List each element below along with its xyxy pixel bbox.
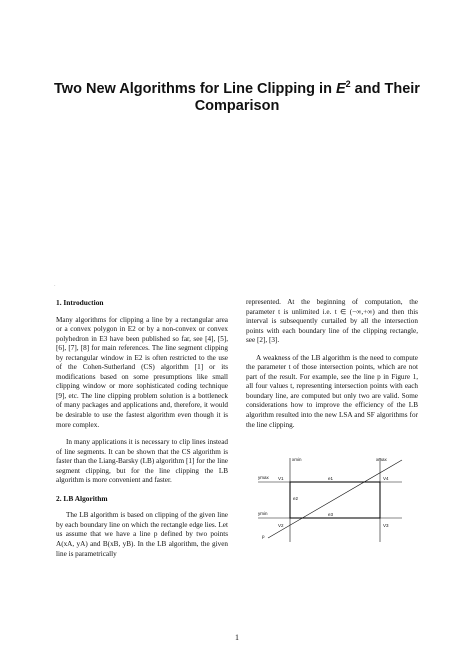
figure-1-clipping-diagram (252, 452, 408, 544)
x-max-label: xmax (376, 457, 387, 462)
lb-paragraph-1: The LB algorithm is based on clipping of the given line by each boundary line on which the rectangle edge lies. Let us assume that we have a line p defined by two points A(xA, yA) and B(xB, yB). In the LB algorithm, the given line is parametrically (56, 511, 228, 558)
right-paragraph-1: represented. At the beginning of computation, the parameter t is unlimited i.e. t ∈ (−∞,+∞) and then this interval is subsequently curtailed by all the intersection points with each boundary line of the clipping rectangle, see [2], [3]. (246, 298, 418, 345)
right-column (246, 298, 418, 438)
v2-label: V2 (278, 523, 284, 528)
title-e: E (335, 80, 346, 97)
title-part-1: Two New Algorithms for Line Clipping in (54, 80, 336, 97)
right-paragraph-2: A weakness of the LB algorithm is the need to compute the parameter t of those intersection points, which are not part of the result. For example, see the line p in Figure 1, all four values t, representing intersection points with each boundary line, are computed but only two are valid. Some considerations how to improve the efficiency of the LB algorithm resulted into the new LSA and SF algorithms for the line clipping. (246, 353, 418, 429)
v1-label: V1 (278, 476, 284, 481)
e3-label: e3 (328, 512, 334, 517)
y-max-label: ymax (258, 475, 269, 480)
page-number: 1 (235, 633, 239, 642)
v4-label: V4 (383, 476, 389, 481)
title-part-2: and Their Comparison (194, 80, 420, 114)
lb-heading: 2. LB Algorithm (56, 493, 108, 503)
left-column (56, 298, 228, 567)
y-min-label: ymin (258, 511, 268, 516)
v3-label: V3 (383, 523, 389, 528)
intro-heading: 1. Introduction (56, 298, 104, 307)
paper-title (30, 76, 444, 115)
intro-paragraph-1: Many algorithms for clipping a line by a rectangular area or a convex polygon in E2 or by a non-convex or convex polyhedron in E3 have been published so far, see [4], [5], [6], [7], [8] for main references. The line segment clipping by rectangular window in E2 is often restricted to the use of the Cohen-Sutherland (CS) algorithm [1] or its modifications based on some presumptions like small clipping window or more sophisticated coding technique [9], etc. The line clipping problem solution is a bottleneck of many packages and applications and, therefore, it would be desirable to use the fastest algorithm even though it is more complex. (56, 315, 228, 429)
title-superscript: 2 (345, 79, 351, 89)
p-label: p (262, 534, 265, 539)
clip-window (290, 482, 380, 518)
intro-paragraph-2: In many applications it is necessary to clip lines instead of line segments. It can be shown that the CS algorithm is faster than the Liang-Barsky (LB) algorithm [1] for the line segment clipping, but for the line clipping the LB algorithm is more convenient and faster. (56, 438, 228, 485)
line-p (268, 460, 402, 538)
e1-label: e1 (328, 476, 334, 481)
margin-mark: · (54, 284, 56, 289)
e2-label: e2 (293, 496, 299, 501)
x-min-label: xmin (292, 457, 302, 462)
